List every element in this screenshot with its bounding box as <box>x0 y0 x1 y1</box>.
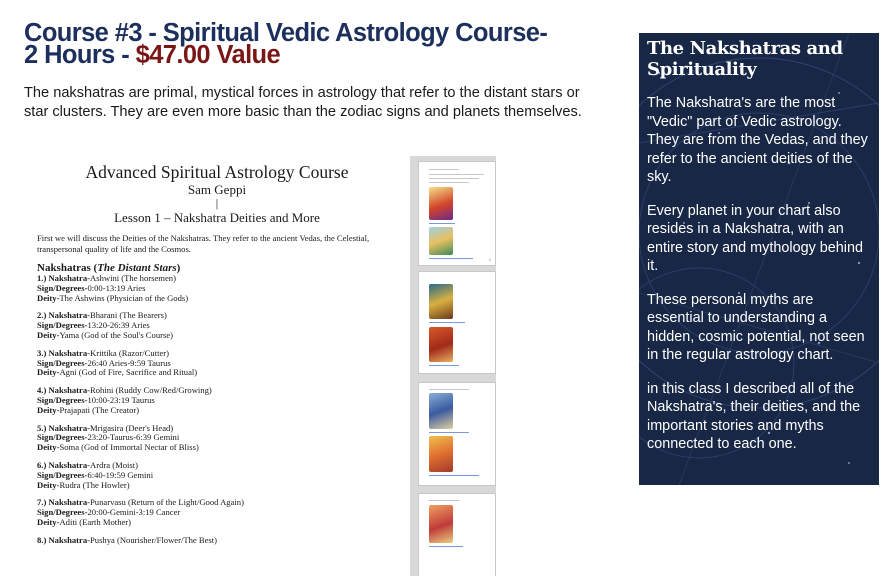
course-title-line1: Course #3 - Spiritual Vedic Astrology Course- <box>24 19 548 47</box>
nakshatra-entry: 2.) Nakshatra-Bharani (The Bearers) Sign/Degrees-13:20-26:39 Aries Deity-Yama (God of the Soul's Course) <box>37 310 174 340</box>
nakshatra-entry: 6.) Nakshatra-Ardra (Moist) Sign/Degrees-6:40-19:59 Gemini Deity-Rudra (The Howler) <box>37 459 154 490</box>
nakshatra-entry: 5.) Nakshatra-Mrigasira (Deer's Head) Sign/Degrees-23:20-Taurus-6:39 Gemini Deity-Soma (God of Immortal Nectar of Bliss) <box>37 422 199 453</box>
course-section <box>24 19 599 122</box>
nakshatra-entry: 7.) Nakshatra-Punarvasu (Return of the Light/Good Again) Sign/Degrees-20:00-Gemini-3:19 Cancer Deity-Aditi (Earth Mother) <box>37 497 244 527</box>
deity-thumbnail <box>429 505 453 543</box>
nakshatra-entry: 3.) Nakshatra-Krittika (Razor/Cutter) Sign/Degrees-26:40 Aries-9:59 Taurus Deity-Agni (God of Fire, Sacrifice and Ritual) <box>37 347 198 378</box>
nakshatras-sidebar <box>639 33 879 485</box>
nakshatra-list-heading: Nakshatras (The Distant Stars) <box>37 262 181 274</box>
page-thumbnail <box>418 493 496 576</box>
deity-thumbnail <box>429 187 453 220</box>
nakshatra-entry: 4.) Nakshatra-Rohini (Ruddy Cow/Red/Growing) Sign/Degrees-10:00-23:19 Taurus Deity-Prajapati (The Creator) <box>37 385 212 415</box>
sidebar-paragraph: The Nakshatra's are the most "Vedic" part of Vedic astrology. They are from the Vedas, and they refer to the ancient deities of the sky. <box>647 95 868 185</box>
page-thumbnail <box>418 271 496 374</box>
course-title <box>24 19 599 69</box>
course-description: The nakshatras are primal, mystical forces in astrology that refer to the distant stars or star clusters. They are even more basic than the zodiac signs and planets themselves. <box>24 85 582 120</box>
course-price: $47.00 Value <box>135 41 281 69</box>
lesson-title: Lesson 1 – Nakshatra Deities and More <box>114 210 320 225</box>
deity-thumbnail <box>429 284 453 319</box>
sidebar-paragraph: Every planet in your chart also resides in a Nakshatra, with an entire story and mythology behind it. <box>647 202 863 274</box>
nakshatra-entry: 1.) Nakshatra-Ashwini (The horsemen) Sign/Degrees-0:00-13:19 Aries Deity-The Ashwins (Physician of the Gods) <box>37 273 189 303</box>
page-thumbnail: 2 <box>418 161 496 266</box>
lesson-intro: First we will discuss the Deities of the Nakshatras. They refer to the ancient Vedas, the Celestial, transpersonal quality of life and the Cosmos. <box>37 233 370 254</box>
nakshatra-entry: 8.) Nakshatra-Pushya (Nourisher/Flower/The Best) <box>37 534 217 545</box>
document-title: Advanced Spiritual Astrology Course <box>85 162 349 182</box>
sidebar-heading: The Nakshatras and Spirituality <box>647 38 843 80</box>
document-page <box>24 156 410 576</box>
document-separator: | <box>215 196 219 210</box>
document-author: Sam Geppi <box>187 182 247 197</box>
deity-thumbnail <box>429 327 453 362</box>
sidebar-paragraph: in this class I described all of the Nakshatra's, their deities, and the important stories and myths connected to each one. <box>647 380 861 452</box>
page-thumbnail-strip <box>410 156 496 576</box>
course-preview-image <box>24 156 496 576</box>
nakshatra-list <box>37 274 410 546</box>
sidebar-paragraph: These personal myths are essential to understanding a hidden, cosmic potential, not seen in the regular astrology chart. <box>647 291 865 363</box>
deity-thumbnail <box>429 436 453 472</box>
course-title-line2: 2 Hours - <box>24 41 136 69</box>
deity-thumbnail <box>429 227 453 255</box>
page-thumbnail <box>418 382 496 486</box>
deity-thumbnail <box>429 393 453 429</box>
